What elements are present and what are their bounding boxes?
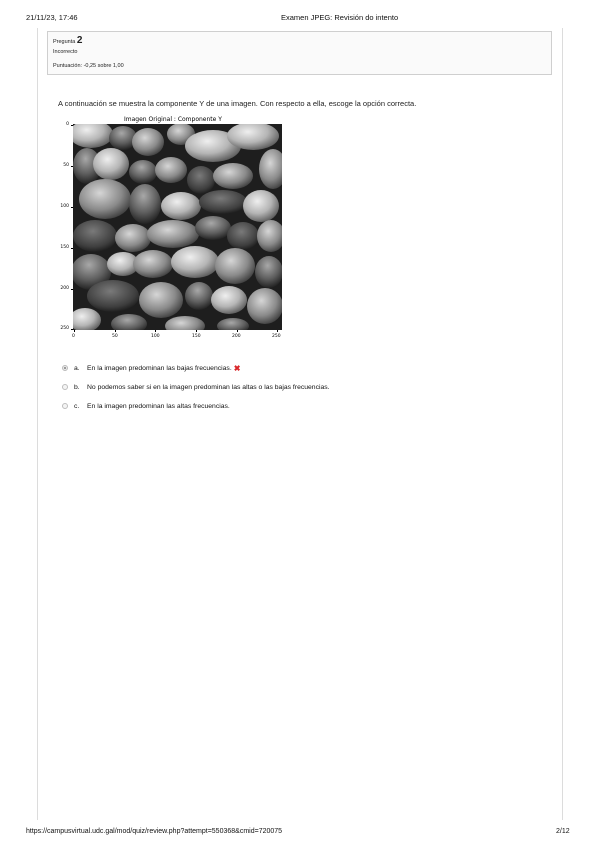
question-status: Incorrecto bbox=[53, 49, 78, 55]
y-tick-mark bbox=[71, 166, 73, 167]
y-tick-label: 200 bbox=[60, 286, 69, 291]
y-tick-label: 0 bbox=[66, 122, 69, 127]
radio-button-selected[interactable] bbox=[62, 365, 68, 371]
y-tick-label: 250 bbox=[60, 326, 69, 331]
question-number-row bbox=[53, 35, 82, 46]
answer-option-a[interactable] bbox=[62, 363, 240, 373]
y-tick-mark bbox=[71, 125, 73, 126]
radio-button[interactable] bbox=[62, 384, 68, 390]
y-tick-mark bbox=[71, 207, 73, 208]
rocks-grayscale-image bbox=[73, 124, 282, 330]
x-tick-label: 150 bbox=[192, 334, 201, 339]
answer-option-b[interactable] bbox=[62, 382, 330, 392]
print-page-number: 2/12 bbox=[556, 828, 570, 835]
y-tick-mark bbox=[71, 248, 73, 249]
x-tick-label: 250 bbox=[272, 334, 281, 339]
figure-title: Imagen Original : Componente Y bbox=[124, 116, 222, 123]
y-tick-mark bbox=[71, 329, 73, 330]
option-letter: c. bbox=[74, 402, 80, 410]
y-tick-label: 50 bbox=[63, 163, 69, 168]
x-tick-label: 0 bbox=[72, 334, 75, 339]
option-text: No podemos saber si en la imagen predominan las altas o las bajas frecuencias. bbox=[87, 383, 330, 391]
x-tick-mark bbox=[115, 330, 116, 332]
y-tick-label: 100 bbox=[60, 204, 69, 209]
option-letter: b. bbox=[74, 383, 80, 391]
option-text: En la imagen predominan las bajas frecuencias. bbox=[87, 364, 232, 372]
question-number: 2 bbox=[76, 35, 83, 46]
x-tick-mark bbox=[196, 330, 197, 332]
question-label: Pregunta bbox=[53, 39, 76, 45]
x-tick-label: 50 bbox=[112, 334, 118, 339]
right-border bbox=[562, 28, 563, 820]
x-tick-mark bbox=[237, 330, 238, 332]
answer-option-c[interactable] bbox=[62, 401, 230, 411]
print-page-title: Examen JPEG: Revisión do intento bbox=[281, 13, 399, 22]
x-tick-mark bbox=[74, 330, 75, 332]
left-border bbox=[37, 28, 38, 820]
question-text: A continuación se muestra la componente Y de una imagen. Con respecto a ella, escoge la opción correcta. bbox=[58, 99, 417, 108]
option-text: En la imagen predominan las altas frecuencias. bbox=[87, 402, 230, 410]
print-url: https://campusvirtual.udc.gal/mod/quiz/review.php?attempt=550368&cmid=720075 bbox=[26, 828, 283, 835]
question-score: Puntuación: -0,25 sobre 1,00 bbox=[53, 63, 124, 69]
x-tick-mark bbox=[277, 330, 278, 332]
y-tick-label: 150 bbox=[60, 245, 69, 250]
print-datetime: 21/11/23, 17:46 bbox=[26, 13, 78, 22]
incorrect-x-icon: ✖ bbox=[233, 363, 241, 373]
question-info-box bbox=[47, 31, 552, 75]
rocks-image-svg bbox=[73, 124, 282, 330]
radio-button[interactable] bbox=[62, 403, 68, 409]
x-tick-label: 200 bbox=[232, 334, 241, 339]
y-tick-mark bbox=[71, 289, 73, 290]
x-tick-label: 100 bbox=[151, 334, 160, 339]
option-letter: a. bbox=[74, 364, 80, 372]
x-tick-mark bbox=[155, 330, 156, 332]
